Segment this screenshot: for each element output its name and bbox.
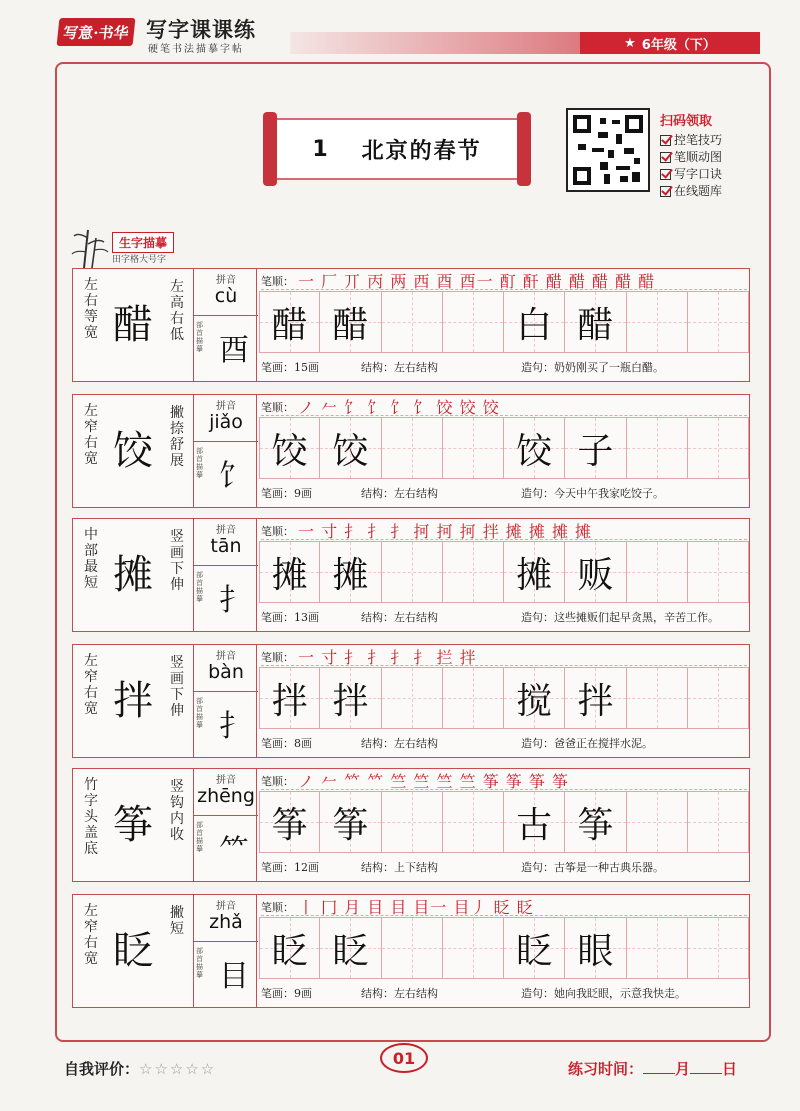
section-subtitle: 田字格大号字: [112, 255, 167, 265]
pinyin-box: [193, 645, 257, 757]
checkbox-icon: [660, 135, 671, 146]
page-number: 01: [374, 1040, 434, 1076]
qr-item[interactable]: 在线题库: [660, 183, 722, 200]
left-writing-tip: 左窄右宽: [84, 903, 98, 967]
checkbox-icon: [660, 186, 671, 197]
divider: [194, 941, 258, 942]
pinyin: tān: [210, 535, 242, 557]
tian-grid-cell[interactable]: 筝: [259, 791, 320, 853]
left-writing-tip: 竹字头盖底: [84, 777, 98, 857]
tian-grid-cell[interactable]: 筝: [565, 791, 626, 853]
scroll-paper: [277, 118, 517, 180]
practice-grid: [259, 917, 749, 979]
practice-grid: [259, 417, 749, 479]
tian-grid-cell[interactable]: 饺: [320, 417, 381, 479]
right-writing-tip: 竖画下伸: [170, 655, 184, 719]
character-card: [72, 518, 750, 632]
grade-label: 6年级（下）: [641, 37, 716, 53]
stroke-sequence: ノ 𠂉 饣 饣 饣 饣 饺 饺 饺: [298, 398, 500, 417]
tian-grid-cell[interactable]: [627, 541, 688, 603]
radical-character: 目: [219, 959, 249, 994]
tian-grid-cell[interactable]: 拌: [565, 667, 626, 729]
example-sentence: 造句：奶奶刚买了一瓶白醋。: [521, 361, 664, 374]
divider: [194, 565, 258, 566]
tian-grid-cell[interactable]: 摊: [504, 541, 565, 603]
qr-menu: [660, 110, 722, 200]
radical-label: 部首描摹: [196, 947, 203, 979]
model-character: 筝: [113, 802, 153, 848]
tian-grid-cell[interactable]: [688, 417, 749, 479]
model-character: 拌: [113, 678, 153, 724]
stroke-order-row: [261, 898, 747, 916]
structure: 结构：左右结构: [361, 361, 438, 374]
structure: 结构：上下结构: [361, 861, 438, 874]
pinyin-label: 拼音: [216, 651, 236, 662]
tian-grid-cell[interactable]: 眨: [504, 917, 565, 979]
qr-item[interactable]: 写字口诀: [660, 166, 722, 183]
pinyin-box: [193, 895, 257, 1007]
tian-grid-cell[interactable]: 拌: [320, 667, 381, 729]
stroke-sequence: 一 厂 丌 丙 两 西 酉 酉一 酊 酐 醋 醋 醋 醋 醋: [298, 272, 656, 291]
tian-grid-cell[interactable]: [688, 917, 749, 979]
model-character: 眨: [113, 928, 153, 974]
lesson-title: 北京的春节: [361, 138, 482, 164]
tian-grid-cell[interactable]: [443, 417, 504, 479]
info-row: [261, 983, 747, 1003]
pinyin-label: 拼音: [216, 525, 236, 536]
radical-character: 饣: [219, 459, 249, 494]
pinyin-label: 拼音: [216, 775, 236, 786]
stroke-order-row: [261, 772, 747, 790]
stroke-count: 笔画：9画: [261, 987, 312, 1000]
pinyin: zhǎ: [209, 911, 243, 933]
pinyin-label: 拼音: [216, 401, 236, 412]
tian-grid-cell[interactable]: 眨: [320, 917, 381, 979]
example-sentence: 造句：她向我眨眼，示意我快走。: [521, 987, 686, 1000]
stroke-sequence: 一 寸 扌 扌 扌 抲 抲 抲 拌 摊 摊 摊 摊: [298, 522, 593, 541]
radical-character: ⺮: [219, 833, 249, 868]
left-writing-tip: 左右等宽: [84, 277, 98, 341]
info-row: [261, 607, 747, 627]
tian-grid-cell[interactable]: [443, 667, 504, 729]
example-sentence: 造句：古筝是一种古典乐器。: [521, 861, 664, 874]
stroke-count: 笔画：15画: [261, 361, 319, 374]
pinyin: cù: [214, 285, 238, 307]
tian-grid-cell[interactable]: [443, 291, 504, 353]
radical-character: 扌: [219, 709, 249, 744]
structure: 结构：左右结构: [361, 737, 438, 750]
radical-label: 部首描摹: [196, 821, 203, 853]
pinyin: bàn: [208, 661, 244, 683]
character-card: [72, 394, 750, 508]
radical-label: 部首描摹: [196, 321, 203, 353]
checkbox-icon: [660, 169, 671, 180]
tian-grid-cell[interactable]: [688, 541, 749, 603]
pinyin-label: 拼音: [216, 275, 236, 286]
tian-grid-cell[interactable]: 贩: [565, 541, 626, 603]
radical-character: 酉: [219, 333, 249, 368]
stroke-order-row: [261, 522, 747, 540]
stroke-order-row: [261, 398, 747, 416]
radical-label: 部首描摹: [196, 697, 203, 729]
pinyin-box: [193, 519, 257, 631]
model-character: 饺: [113, 428, 153, 474]
tian-grid-cell[interactable]: [627, 291, 688, 353]
right-writing-tip: 左高右低: [170, 279, 184, 343]
stroke-sequence: 丨 冂 月 目 目 目一 目丿 眨 眨: [298, 898, 534, 917]
tian-grid-cell[interactable]: 筝: [320, 791, 381, 853]
tian-grid-cell[interactable]: [382, 541, 443, 603]
month-blank[interactable]: [643, 1073, 675, 1074]
grade-tag: [580, 32, 760, 54]
brand-logo: 写意·书华: [57, 18, 136, 46]
self-evaluation: [64, 1058, 216, 1079]
pinyin: jiǎo: [209, 411, 243, 433]
tian-grid-cell[interactable]: 醋: [259, 291, 320, 353]
left-writing-tip: 中部最短: [84, 527, 98, 591]
tian-grid-cell[interactable]: [688, 291, 749, 353]
tian-grid-cell[interactable]: 搅: [504, 667, 565, 729]
tian-grid-cell[interactable]: 白: [504, 291, 565, 353]
model-character: 醋: [113, 302, 153, 348]
stroke-order-row: [261, 272, 747, 290]
tian-grid-cell[interactable]: [382, 667, 443, 729]
character-card: [72, 768, 750, 882]
tian-grid-cell[interactable]: [688, 667, 749, 729]
stroke-order-label: 笔顺：: [261, 774, 294, 788]
tian-grid-cell[interactable]: [688, 791, 749, 853]
scroll-rod-right: [517, 112, 531, 186]
tian-grid-cell[interactable]: [627, 917, 688, 979]
practice-time: [568, 1058, 737, 1079]
info-row: [261, 357, 747, 377]
stroke-order-label: 笔顺：: [261, 900, 294, 914]
divider: [194, 815, 258, 816]
left-writing-tip: 左窄右宽: [84, 653, 98, 717]
section-label: 生字描摹: [112, 232, 174, 253]
practice-grid: [259, 541, 749, 603]
header-subtitle: 硬笔书法描摹字帖: [148, 44, 244, 55]
checkbox-icon: [660, 152, 671, 163]
qr-heading: 扫码领取: [660, 114, 713, 129]
tian-grid-cell[interactable]: [443, 541, 504, 603]
self-eval-label: 自我评价：: [64, 1060, 140, 1078]
character-card: [72, 644, 750, 758]
stroke-count: 笔画：13画: [261, 611, 319, 624]
header-band: [290, 32, 580, 54]
stroke-count: 笔画：12画: [261, 861, 319, 874]
pinyin-box: [193, 269, 257, 381]
stroke-count: 笔画：8画: [261, 737, 312, 750]
stroke-order-label: 笔顺：: [261, 650, 294, 664]
radical-label: 部首描摹: [196, 447, 203, 479]
stroke-count: 笔画：9画: [261, 487, 312, 500]
structure: 结构：左右结构: [361, 987, 438, 1000]
tian-grid-cell[interactable]: 眨: [259, 917, 320, 979]
tian-grid-cell[interactable]: [382, 917, 443, 979]
tian-grid-cell[interactable]: 古: [504, 791, 565, 853]
right-writing-tip: 撇捺舒展: [170, 405, 184, 469]
tian-grid-cell[interactable]: 饺: [259, 417, 320, 479]
divider: [194, 691, 258, 692]
divider: [194, 441, 258, 442]
left-writing-tip: 左窄右宽: [84, 403, 98, 467]
info-row: [261, 483, 747, 503]
structure: 结构：左右结构: [361, 487, 438, 500]
info-row: [261, 733, 747, 753]
tian-grid-cell[interactable]: 拌: [259, 667, 320, 729]
example-sentence: 造句：这些摊贩们起早贪黑，辛苦工作。: [521, 611, 719, 624]
stroke-order-label: 笔顺：: [261, 400, 294, 414]
day-blank[interactable]: [690, 1073, 722, 1074]
right-writing-tip: 撇短: [170, 905, 184, 937]
right-writing-tip: 竖画下伸: [170, 529, 184, 593]
tian-grid-cell[interactable]: 摊: [320, 541, 381, 603]
tian-grid-cell[interactable]: 饺: [504, 417, 565, 479]
practice-grid: [259, 291, 749, 353]
pinyin-box: [193, 395, 257, 507]
scroll-rod-left: [263, 112, 277, 186]
tian-grid-cell[interactable]: 摊: [259, 541, 320, 603]
lesson-number: 1: [312, 136, 328, 162]
tian-grid-cell[interactable]: [443, 791, 504, 853]
month-label: 月: [675, 1060, 691, 1078]
structure: 结构：左右结构: [361, 611, 438, 624]
rating-stars-icon[interactable]: ☆☆☆☆☆: [139, 1060, 217, 1078]
tian-grid-cell[interactable]: [627, 791, 688, 853]
day-label: 日: [722, 1060, 738, 1078]
divider: [194, 315, 258, 316]
pinyin-label: 拼音: [216, 901, 236, 912]
pinyin-box: [193, 769, 257, 881]
practice-time-label: 练习时间：: [568, 1060, 644, 1078]
header-title: 写字课课练: [146, 18, 256, 42]
tian-grid-cell[interactable]: 子: [565, 417, 626, 479]
tian-grid-cell[interactable]: [382, 291, 443, 353]
tian-grid-cell[interactable]: 醋: [320, 291, 381, 353]
tian-grid-cell[interactable]: [382, 417, 443, 479]
tian-grid-cell[interactable]: [443, 917, 504, 979]
qr-item[interactable]: 笔顺动图: [660, 149, 722, 166]
character-card: [72, 894, 750, 1008]
character-card: [72, 268, 750, 382]
bamboo-icon: [70, 224, 110, 270]
qr-item[interactable]: 控笔技巧: [660, 132, 722, 149]
radical-label: 部首描摹: [196, 571, 203, 603]
lesson-title-scroll: [263, 112, 531, 186]
stroke-sequence: ノ 𠂉 𥫗 𥫗 竺 竺 竺 竺 筝 筝 筝 筝: [298, 772, 569, 791]
star-icon: ★: [624, 35, 636, 51]
model-character: 摊: [113, 552, 153, 598]
tian-grid-cell[interactable]: 眼: [565, 917, 626, 979]
example-sentence: 造句：爸爸正在搅拌水泥。: [521, 737, 653, 750]
example-sentence: 造句：今天中午我家吃饺子。: [521, 487, 664, 500]
tian-grid-cell[interactable]: 醋: [565, 291, 626, 353]
qr-code-icon[interactable]: [566, 108, 650, 192]
stroke-order-label: 笔顺：: [261, 274, 294, 288]
tian-grid-cell[interactable]: [382, 791, 443, 853]
practice-grid: [259, 667, 749, 729]
stroke-order-label: 笔顺：: [261, 524, 294, 538]
info-row: [261, 857, 747, 877]
radical-character: 扌: [219, 583, 249, 618]
right-writing-tip: 竖钩内收: [170, 779, 184, 843]
practice-grid: [259, 791, 749, 853]
stroke-order-row: [261, 648, 747, 666]
pinyin: zhēng: [197, 785, 255, 807]
tian-grid-cell[interactable]: [627, 667, 688, 729]
tian-grid-cell[interactable]: [627, 417, 688, 479]
stroke-sequence: 一 寸 扌 扌 扌 扌 拦 拌: [298, 648, 477, 667]
